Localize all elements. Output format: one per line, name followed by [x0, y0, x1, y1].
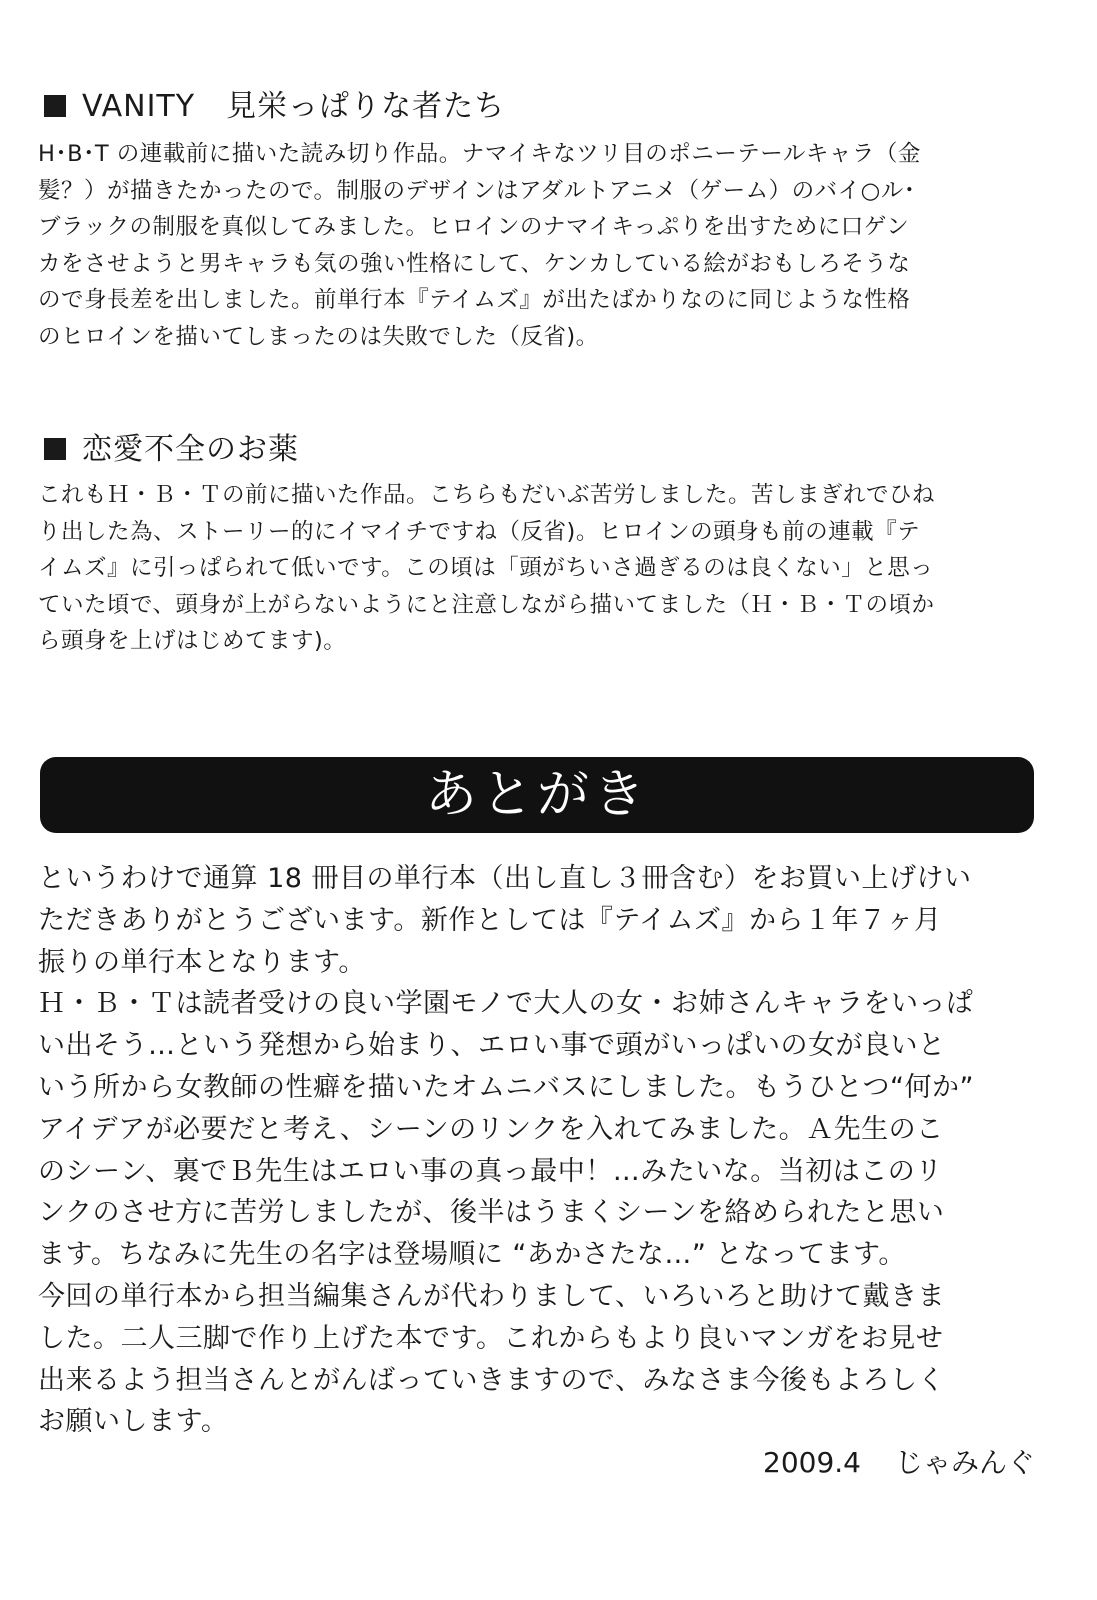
signature — [763, 1445, 1035, 1481]
square-bullet-icon — [44, 95, 66, 117]
afterword-line: ます。ちなみに先生の名字は登場順に “あかさたな…” となってます。 — [38, 1239, 906, 1271]
afterword-line: ンクのさせ方に苦労しましたが、後半はうまくシーンを絡められたと思い — [38, 1197, 945, 1229]
afterword-line: い出そう…という発想から始まり、エロい事で頭がいっぱいの女が良いと — [38, 1030, 946, 1062]
vanity-line: ブラックの制服を真似してみました。ヒロインのナマイキっぷりを出すために口ゲン — [38, 214, 910, 241]
vanity-line: ので身長差を出しました。前単行本『テイムズ』が出たばかりなのに同じような性格 — [38, 287, 911, 314]
afterword-line: した。二人三脚で作り上げた本です。これからもより良いマンガをお見せ — [38, 1322, 944, 1354]
signature-author: じゃみんぐ — [894, 1446, 1035, 1479]
afterword-title: あとがき — [424, 765, 649, 825]
renai-line: イムズ』に引っぱられて低いです。この頃は「頭がちいさ過ぎるのは良くない」と思っ — [38, 555, 934, 582]
afterword-line: アイデアが必要だと考え、シーンのリンクを入れてみました。Ａ先生のこ — [38, 1113, 944, 1145]
afterword-line: いう所から女教師の性癖を描いたオムニバスにしました。もうひとつ“何か” — [38, 1071, 974, 1103]
afterword-body — [38, 858, 1038, 1443]
renai-line: ら頭身を上げはじめてます)。 — [38, 628, 347, 655]
afterword-line: 振りの単行本となります。 — [38, 946, 366, 978]
afterword-line: 出来るよう担当さんとがんばっていきますので、みなさま今後もよろしく — [38, 1364, 945, 1396]
afterword-line: お願いします。 — [38, 1406, 229, 1438]
renai-title: 恋愛不全のお薬 — [82, 432, 299, 467]
square-bullet-icon — [44, 438, 66, 460]
vanity-heading — [38, 88, 1038, 126]
renai-line: り出した為、ストーリー的にイマイチですね（反省)。ヒロインの頭身も前の連載『テ — [38, 518, 921, 545]
vanity-line: のヒロインを描いてしまったのは失敗でした（反省)。 — [38, 323, 599, 350]
afterword-line: のシーン、裏でＢ先生はエロい事の真っ最中！…みたいな。当初はこのリ — [38, 1155, 943, 1187]
vanity-line: カをさせようと男キャラも気の強い性格にして、ケンカしている絵がおもしろそうな — [38, 250, 911, 277]
vanity-section — [38, 88, 1038, 356]
afterword-line: というわけで通算 18 冊目の単行本（出し直し３冊含む）をお買い上げけい — [38, 863, 972, 894]
renai-line: これもＨ・Ｂ・Ｔの前に描いた作品。こちらもだいぶ苦労しました。苦しまぎれでひね — [38, 482, 936, 508]
renai-section — [38, 431, 1038, 660]
renai-line: ていた頃で、頭身が上がらないようにと注意しながら描いてました（Ｈ・Ｂ・Ｔの頃か — [38, 591, 935, 618]
renai-body — [38, 477, 1038, 660]
renai-heading — [38, 431, 1038, 469]
afterword-title-bar — [40, 757, 1034, 833]
afterword-line: Ｈ・Ｂ・Ｔは読者受けの良い学園モノで大人の女・お姉さんキャラをいっぱ — [38, 988, 974, 1020]
vanity-body — [38, 136, 1038, 356]
signature-date: 2009.4 — [763, 1446, 861, 1479]
afterword-line: ただきありがとうございます。新作としては『テイムズ』から１年７ヶ月 — [38, 904, 942, 936]
vanity-title: VANITY 見栄っぱりな者たち — [82, 89, 506, 124]
vanity-line: H･B･T の連載前に描いた読み切り作品。ナマイキなツリ目のポニーテールキャラ（金 — [38, 141, 921, 167]
afterword-line: 今回の単行本から担当編集さんが代わりまして、いろいろと助けて戴きま — [38, 1280, 945, 1312]
vanity-line: 髪？）が描きたかったので。制服のデザインはアダルトアニメ（ゲーム）のバイ○ル･ — [38, 177, 916, 204]
